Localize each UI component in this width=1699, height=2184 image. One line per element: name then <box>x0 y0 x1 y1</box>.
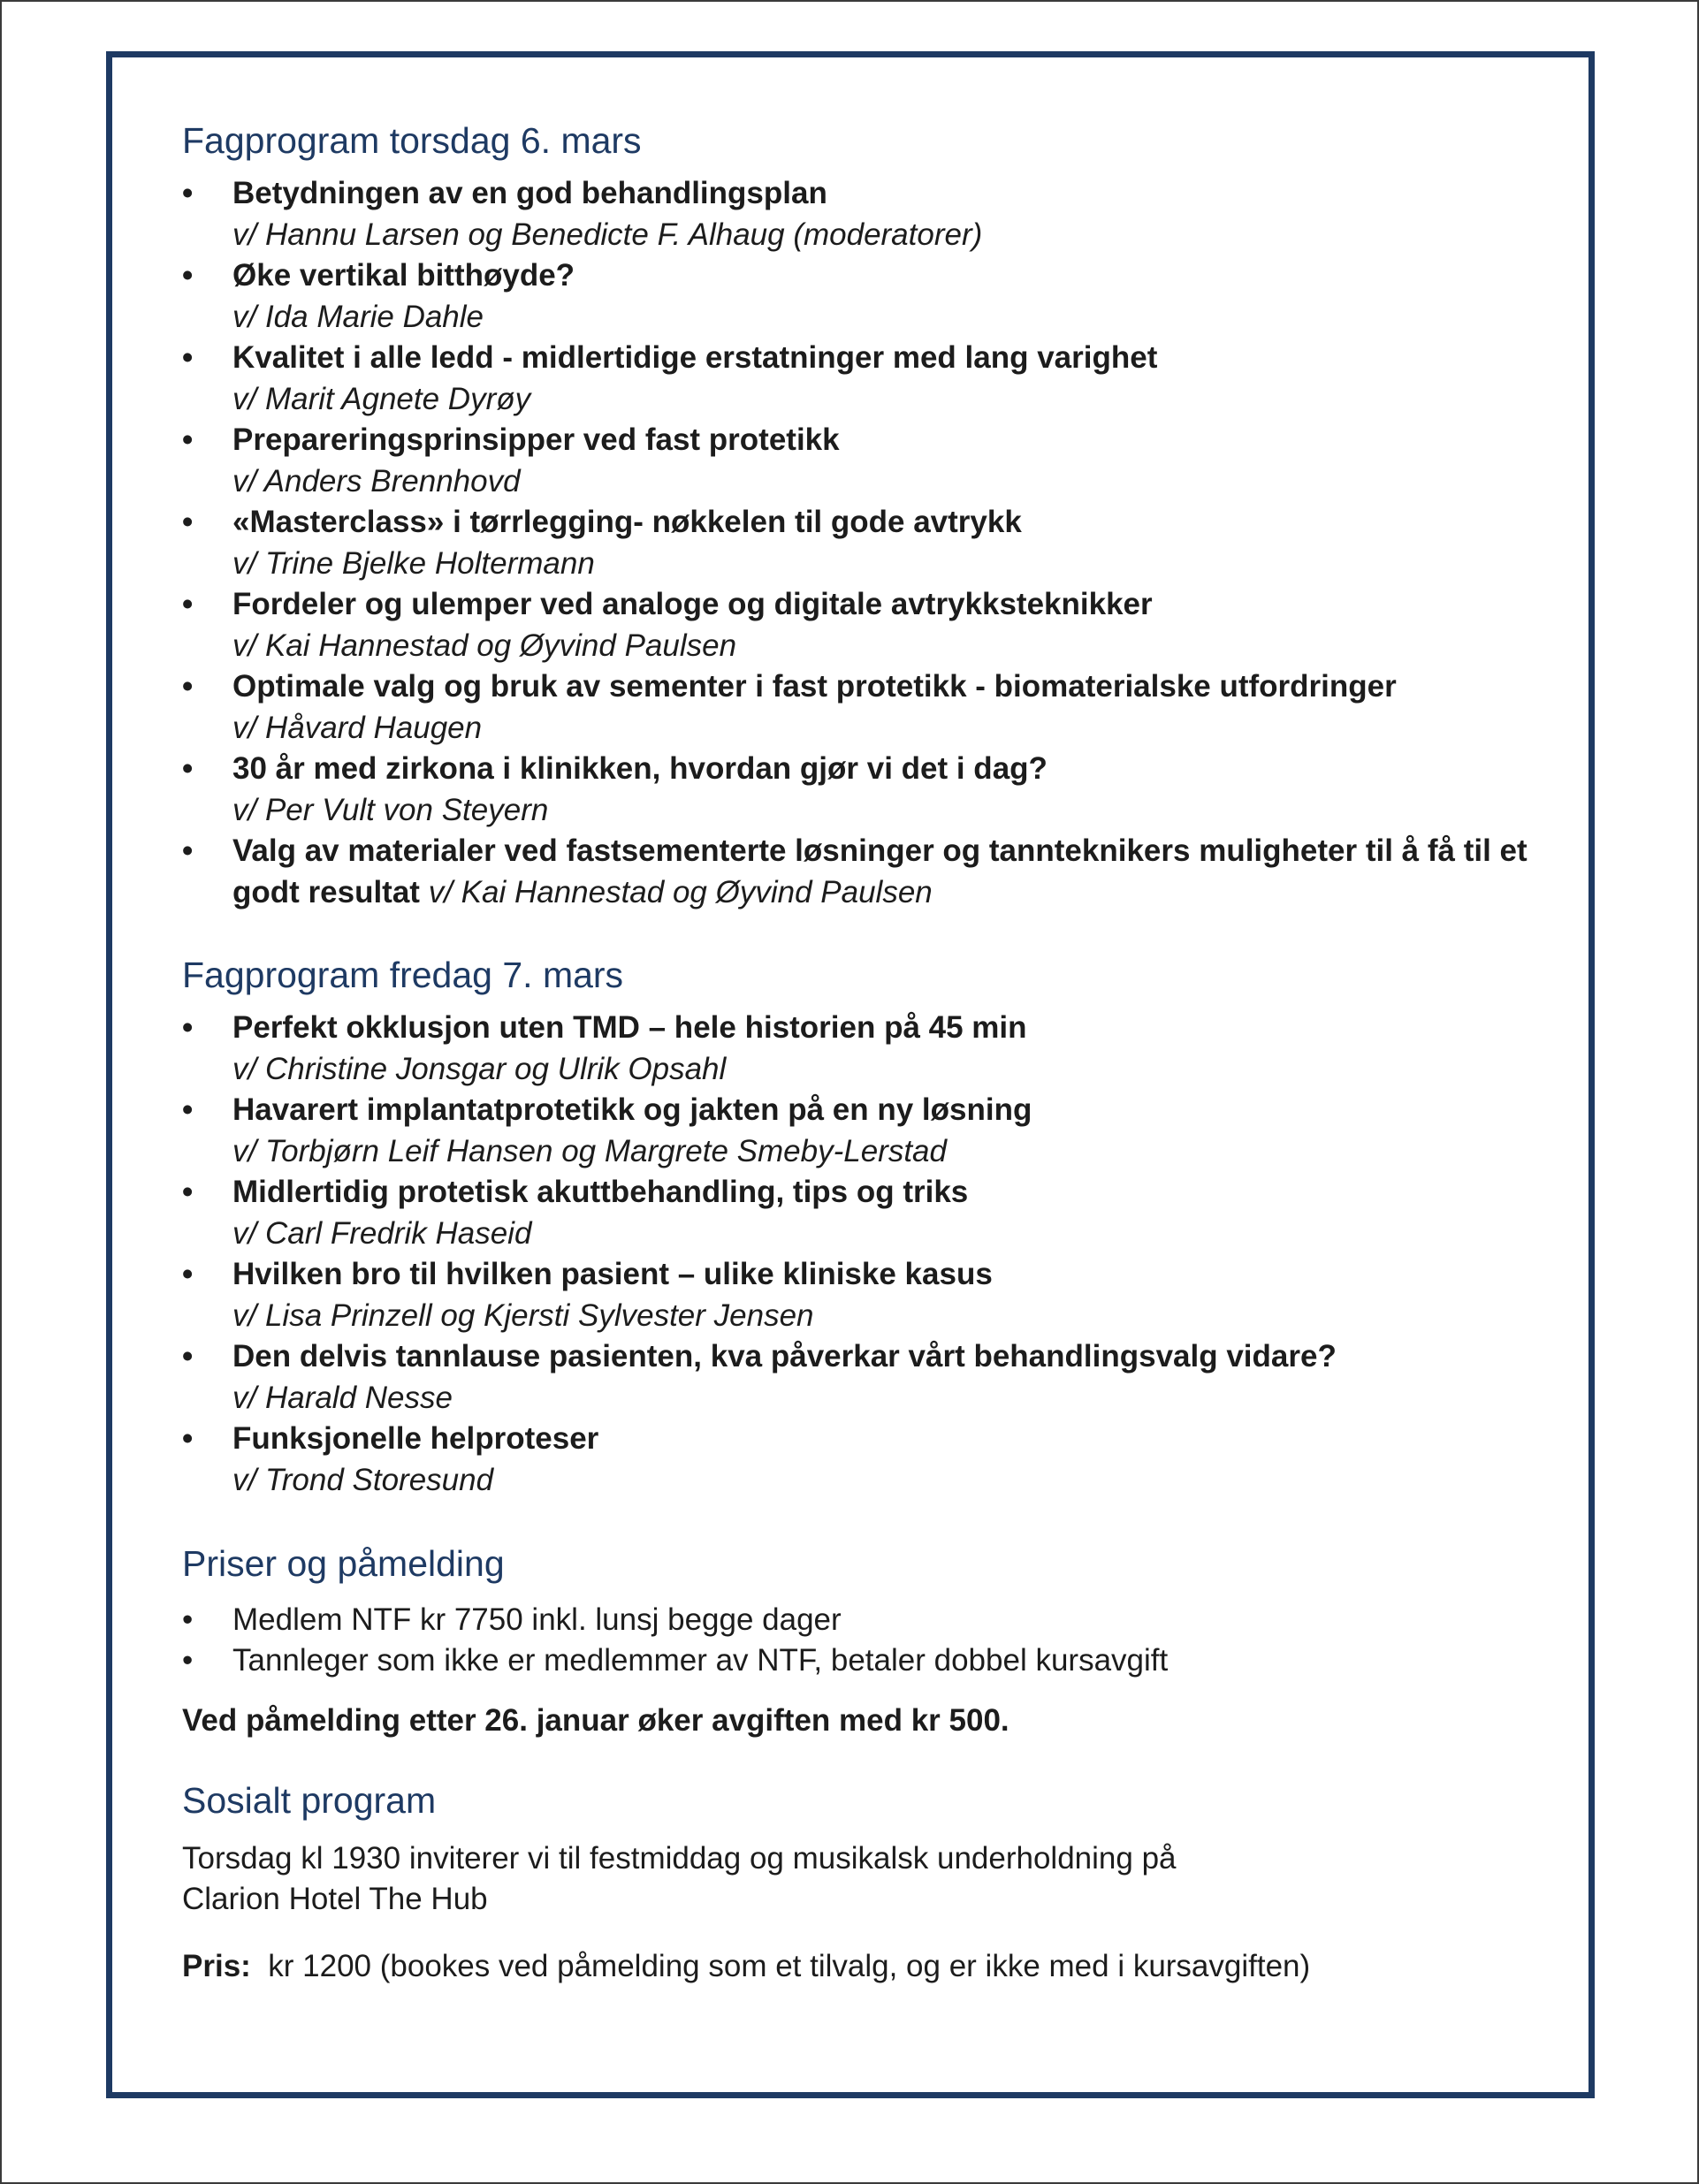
bullet-icon: • <box>182 1643 194 1678</box>
bullet-icon: • <box>182 587 194 621</box>
lecture-presenter: v/ Carl Fredrik Haseid <box>232 1215 532 1251</box>
list-item <box>182 666 1561 749</box>
lecture-title: Øke vertikal bitthøyde? <box>232 258 575 293</box>
bullet-icon: • <box>182 1339 194 1374</box>
page-content <box>182 115 1561 1987</box>
price-item: Medlem NTF kr 7750 inkl. lunsj begge dager <box>232 1602 842 1637</box>
lecture-presenter: v/ Hannu Larsen og Benedicte F. Alhaug (moderatorer) <box>232 217 983 252</box>
list-item <box>182 1090 1561 1172</box>
list-item <box>182 584 1561 666</box>
bullet-icon: • <box>182 340 194 375</box>
lecture-title: Fordeler og ulemper ved analoge og digitale avtrykksteknikker <box>232 587 1153 621</box>
bullet-icon: • <box>182 176 194 210</box>
list-item <box>182 831 1561 913</box>
lecture-title: Den delvis tannlause pasienten, kva påverkar vårt behandlingsvalg vidare? <box>232 1339 1337 1374</box>
social-heading: Sosialt program <box>182 1780 437 1821</box>
list-item <box>182 1336 1561 1419</box>
lecture-presenter: v/ Per Vult von Steyern <box>232 792 549 827</box>
list-item <box>182 749 1561 831</box>
bullet-icon: • <box>182 1602 194 1637</box>
list-item <box>182 420 1561 502</box>
lecture-title: Prepareringsprinsipper ved fast protetikk <box>232 422 840 457</box>
lecture-presenter: v/ Harald Nesse <box>232 1380 453 1415</box>
bullet-icon: • <box>182 1092 194 1127</box>
bullet-icon: • <box>182 1421 194 1456</box>
lecture-title: Hvilken bro til hvilken pasient – ulike kliniske kasus <box>232 1257 993 1291</box>
social-price <box>182 1946 1561 1987</box>
lecture-title: Midlertidig protetisk akuttbehandling, tips og triks <box>232 1175 969 1209</box>
lecture-title: Valg av materialer ved fastsementerte løsninger og tannteknikers muligheter til å få til et godt resultat <box>232 833 1528 909</box>
lecture-presenter: v/ Kai Hannestad og Øyvind Paulsen <box>232 628 737 663</box>
lecture-presenter: v/ Trond Storesund <box>232 1462 494 1497</box>
price-item: Tannleger som ikke er medlemmer av NTF, betaler dobbel kursavgift <box>232 1643 1169 1678</box>
lecture-title: 30 år med zirkona i klinikken, hvordan gjør vi det i dag? <box>232 751 1048 786</box>
list-item <box>182 338 1561 420</box>
bullet-icon: • <box>182 258 194 293</box>
list-item <box>182 1600 1561 1640</box>
lecture-title: Kvalitet i alle ledd - midlertidige erstatninger med lang varighet <box>232 340 1158 375</box>
bullet-icon: • <box>182 505 194 539</box>
lecture-title: Optimale valg og bruk av sementer i fast protetikk - biomaterialske utfordringer <box>232 669 1397 704</box>
bullet-icon: • <box>182 1175 194 1209</box>
thursday-program-list <box>182 173 1561 913</box>
bullet-icon: • <box>182 1010 194 1045</box>
lecture-presenter: v/ Ida Marie Dahle <box>232 299 484 334</box>
thursday-heading: Fagprogram torsdag 6. mars <box>182 120 642 161</box>
list-item <box>182 1419 1561 1501</box>
list-item <box>182 173 1561 255</box>
lecture-presenter: v/ Torbjørn Leif Hansen og Margrete Smeby-Lerstad <box>232 1133 947 1168</box>
friday-program-list <box>182 1008 1561 1501</box>
prices-heading: Priser og påmelding <box>182 1543 505 1584</box>
lecture-presenter: v/ Håvard Haugen <box>232 710 483 745</box>
social-text-line: Torsdag kl 1930 inviterer vi til festmiddag og musikalsk underholdning på <box>182 1841 1177 1876</box>
bullet-icon: • <box>182 422 194 457</box>
lecture-presenter: v/ Marit Agnete Dyrøy <box>232 381 531 416</box>
prices-list <box>182 1600 1561 1681</box>
lecture-presenter: v/ Lisa Prinzell og Kjersti Sylvester Jensen <box>232 1297 814 1333</box>
list-item <box>182 255 1561 338</box>
bullet-icon: • <box>182 669 194 704</box>
list-item <box>182 1640 1561 1681</box>
list-item <box>182 1008 1561 1090</box>
list-item <box>182 1254 1561 1336</box>
lecture-title: Funksjonelle helproteser <box>232 1421 599 1456</box>
lecture-presenter: v/ Trine Bjelke Holtermann <box>232 545 595 581</box>
bullet-icon: • <box>182 751 194 786</box>
social-description <box>182 1838 1561 1920</box>
friday-heading: Fagprogram fredag 7. mars <box>182 955 624 995</box>
lecture-title: «Masterclass» i tørrlegging- nøkkelen til gode avtrykk <box>232 505 1022 539</box>
lecture-title: Perfekt okklusjon uten TMD – hele historien på 45 min <box>232 1010 1027 1045</box>
late-fee-note: Ved påmelding etter 26. januar øker avgiften med kr 500. <box>182 1703 1009 1738</box>
list-item <box>182 502 1561 584</box>
lecture-title: Betydningen av en god behandlingsplan <box>232 176 827 210</box>
lecture-presenter: v/ Christine Jonsgar og Ulrik Opsahl <box>232 1051 727 1086</box>
lecture-presenter: v/ Anders Brennhovd <box>232 463 521 498</box>
list-item <box>182 1172 1561 1254</box>
social-price-text: kr 1200 (bookes ved påmelding som et tilvalg, og er ikke med i kursavgiften) <box>268 1949 1311 1983</box>
lecture-presenter: v/ Kai Hannestad og Øyvind Paulsen <box>428 874 933 909</box>
social-venue: Clarion Hotel The Hub <box>182 1882 488 1916</box>
bullet-icon: • <box>182 833 194 868</box>
lecture-title: Havarert implantatprotetikk og jakten på en ny løsning <box>232 1092 1032 1127</box>
bullet-icon: • <box>182 1257 194 1291</box>
social-price-label: Pris: <box>182 1949 251 1983</box>
